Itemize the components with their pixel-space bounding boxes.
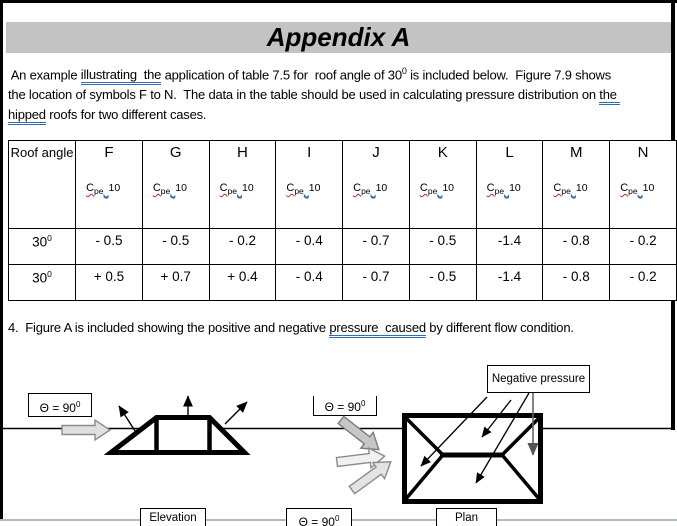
table-cell-content: pe — [160, 186, 171, 197]
zone-letter: H — [237, 144, 248, 161]
table-cell-content: pe — [628, 186, 638, 197]
text-segment: by different flow condition. — [425, 320, 574, 335]
table-cell-content: 10 — [108, 182, 121, 194]
coefficient-value-cell: - 0.5 — [409, 265, 476, 301]
wind-block-arrow — [335, 412, 385, 457]
table-cell-content: pe — [94, 186, 104, 197]
coefficient-value-cell: + 0.5 — [76, 265, 143, 301]
text-segment: application of table 7.5 for roof angle of 30 — [161, 67, 402, 83]
coefficient-value-cell: -1.4 — [476, 229, 543, 265]
zone-letter: J — [372, 144, 380, 161]
table-cell-content: pe — [227, 186, 238, 197]
coefficient-value-cell: - 0.4 — [276, 229, 343, 265]
coefficient-value-cell: - 0.7 — [343, 265, 410, 301]
roof-angle-cell: $30^0$ — [9, 229, 76, 265]
coefficient-value-cell: - 0.8 — [543, 265, 610, 301]
coefficient-value-cell: - 0.2 — [209, 229, 276, 265]
suction-arrow-left — [119, 406, 137, 434]
zone-letter: N — [637, 144, 649, 161]
elevation-roof-outline — [111, 418, 245, 453]
table-corner-cell: Roof angle — [9, 141, 76, 229]
negative-pressure-label: Negative pressure — [487, 365, 590, 393]
coefficient-value-cell: - 0.5 — [76, 229, 143, 265]
plan-label: Plan — [436, 508, 497, 526]
zone-letter: L — [505, 144, 514, 161]
theta-sup: 0 — [334, 514, 340, 523]
zone-letter: K — [437, 144, 448, 161]
table-cell-content: pe — [294, 186, 304, 197]
coefficient-value-cell: + 0.7 — [142, 265, 209, 301]
coefficient-value-cell: - 0.5 — [142, 229, 209, 265]
wind-arrows-plan — [335, 412, 397, 498]
table-cell-content: $C_{pe}$ — [486, 182, 505, 197]
text-segment: 4. Figure A is included showing the positive and negative — [8, 320, 330, 335]
text-segment: the — [599, 87, 620, 105]
text-segment: is included below. Figure 7.9 shows — [406, 67, 611, 83]
table-cell-content: pe — [561, 186, 571, 197]
table-cell-content: 0 — [47, 269, 52, 279]
coefficient-value-cell: - 0.7 — [343, 229, 410, 265]
coefficient-value-cell: - 0.4 — [276, 265, 343, 301]
zone-letter: G — [169, 144, 182, 161]
theta-sup: 0 — [75, 400, 81, 409]
table-cell-content: pe — [361, 186, 371, 197]
theta-text: Θ = 90 — [298, 515, 335, 526]
theta-text: Θ = 90 — [39, 401, 76, 415]
table-cell-content: $C_{pe}$ — [86, 182, 104, 197]
text-segment: hipped — [8, 107, 46, 125]
table-cell-content: $C_{pe}$ — [553, 182, 571, 197]
theta-label-middle — [313, 396, 377, 416]
table-cell-content: 0 — [47, 233, 52, 243]
table-cell-content: 10 — [642, 182, 655, 194]
table-cell-content: $C_{pe}$ — [620, 182, 638, 197]
roof-angle-cell: $30^0$ — [9, 265, 76, 301]
table-cell-content: 10 — [509, 182, 521, 194]
elevation-label: Elevation — [140, 508, 206, 526]
table-cell-content: $C_{pe}$ — [152, 182, 171, 197]
coefficient-value-cell: - 0.2 — [610, 265, 677, 301]
text-segment: the location of symbols F to N. The data in the table should be used in calculating pressure distribution on — [8, 87, 600, 103]
coefficient-value-cell: - 0.8 — [543, 229, 610, 265]
plan-diagram — [405, 416, 541, 502]
text-segment: pressure caused — [329, 320, 426, 338]
table-cell-content: 10 — [375, 182, 388, 194]
wind-block-arrow — [62, 420, 110, 440]
table-cell-content: 10 — [442, 182, 455, 194]
coefficient-value-cell: - 0.5 — [409, 229, 476, 265]
table-cell-content: pe — [494, 186, 505, 197]
table-cell-content: 10 — [308, 182, 321, 194]
text-segment: roofs for two different cases. — [45, 107, 207, 123]
theta-sup: 0 — [360, 399, 366, 408]
text-segment: illustrating the — [81, 67, 161, 85]
table-cell-content: $C_{pe}$ — [419, 182, 438, 197]
suction-arrow-right — [225, 402, 247, 424]
table-cell-content: 10 — [175, 182, 187, 194]
table-cell-content: $C_{pe}$ — [353, 182, 371, 197]
theta-label-bottom — [286, 508, 352, 526]
coefficient-value-cell: -1.4 — [476, 265, 543, 301]
table-cell-content: 10 — [575, 182, 588, 194]
text-segment: An example — [8, 67, 81, 83]
table-cell-content: 10 — [242, 182, 254, 194]
text-segment: 0 — [401, 66, 407, 76]
coefficient-value-cell: - 0.2 — [610, 229, 677, 265]
plan-outline — [405, 416, 541, 502]
page-title: Appendix A — [266, 22, 411, 52]
zone-letter: F — [104, 144, 114, 161]
zone-letter: I — [307, 144, 312, 161]
theta-label-left — [28, 393, 92, 417]
theta-text: Θ = 90 — [324, 400, 361, 414]
zone-letter: M — [570, 144, 583, 161]
table-cell-content: $C_{pe}$ — [219, 182, 238, 197]
coefficient-value-cell: + 0.4 — [209, 265, 276, 301]
table-cell-content: pe — [427, 186, 438, 197]
table-cell-content: $C_{pe}$ — [286, 182, 304, 197]
